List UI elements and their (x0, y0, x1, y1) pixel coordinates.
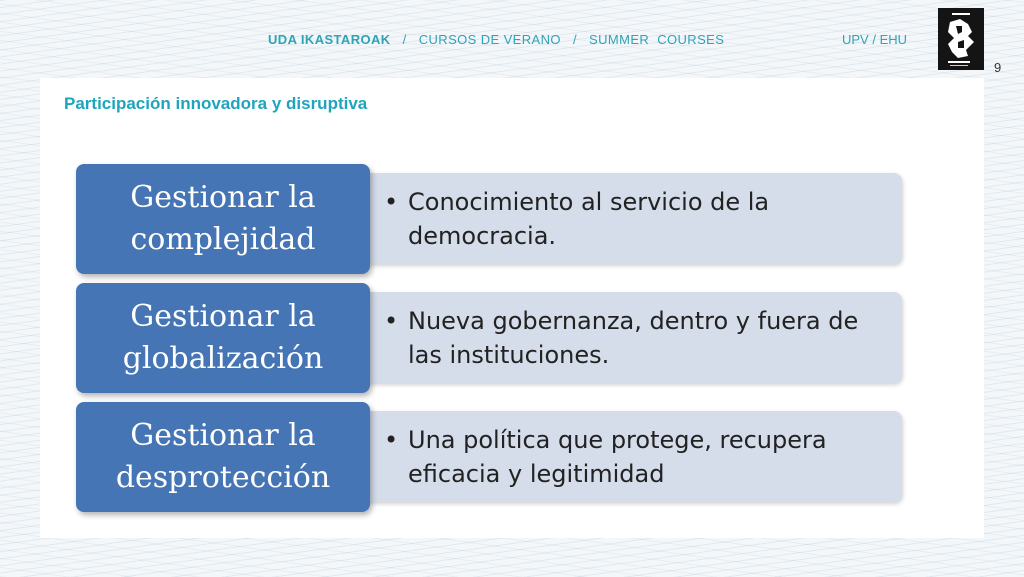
description-box (344, 292, 902, 383)
heading-line: Gestionar la (130, 180, 316, 215)
heading-box (76, 164, 370, 274)
course-label-es: CURSOS DE VERANO (418, 32, 561, 47)
bullet-list (384, 423, 888, 491)
heading-line: Gestionar la (130, 299, 316, 334)
heading-text (123, 296, 324, 380)
description-text: Nueva gobernanza, dentro y fuera de las instituciones. (408, 306, 859, 369)
heading-line: desprotección (115, 460, 331, 495)
row-gestionar-globalizacion (76, 283, 904, 393)
heading-box (76, 283, 370, 393)
heading-line: Gestionar la (130, 418, 316, 453)
heading-line: complejidad (130, 222, 316, 257)
bullet-marker: • (384, 425, 399, 454)
breadcrumb-separator: / (402, 32, 407, 47)
list-item (384, 185, 888, 253)
list-item (384, 423, 888, 491)
bullet-list (384, 185, 888, 253)
description-box (344, 173, 902, 264)
course-breadcrumb (268, 32, 724, 47)
header-bar (0, 28, 1024, 75)
heading-line: globalización (122, 341, 324, 376)
heading-text (130, 177, 315, 261)
description-text: Conocimiento al servicio de la democracia. (408, 187, 770, 250)
description-box (344, 411, 902, 502)
university-label: UPV / EHU (842, 32, 908, 47)
list-item (384, 304, 888, 372)
row-gestionar-complejidad (76, 164, 904, 274)
row-gestionar-desproteccion (76, 402, 904, 512)
upv-ehu-logo-icon (938, 8, 984, 70)
bullet-marker: • (384, 306, 399, 335)
description-text: Una política que protege, recupera eficacia y legitimidad (408, 425, 827, 488)
heading-text (116, 415, 330, 499)
breadcrumb-separator: / (572, 32, 577, 47)
heading-box (76, 402, 370, 512)
bullet-list (384, 304, 888, 372)
slide-title: Participación innovadora y disruptiva (64, 94, 368, 113)
bullet-marker: • (384, 187, 399, 216)
course-label-en: SUMMER COURSES (589, 32, 725, 47)
page-number: 9 (994, 60, 1002, 75)
brand-label: UDA IKASTAROAK (268, 32, 391, 47)
